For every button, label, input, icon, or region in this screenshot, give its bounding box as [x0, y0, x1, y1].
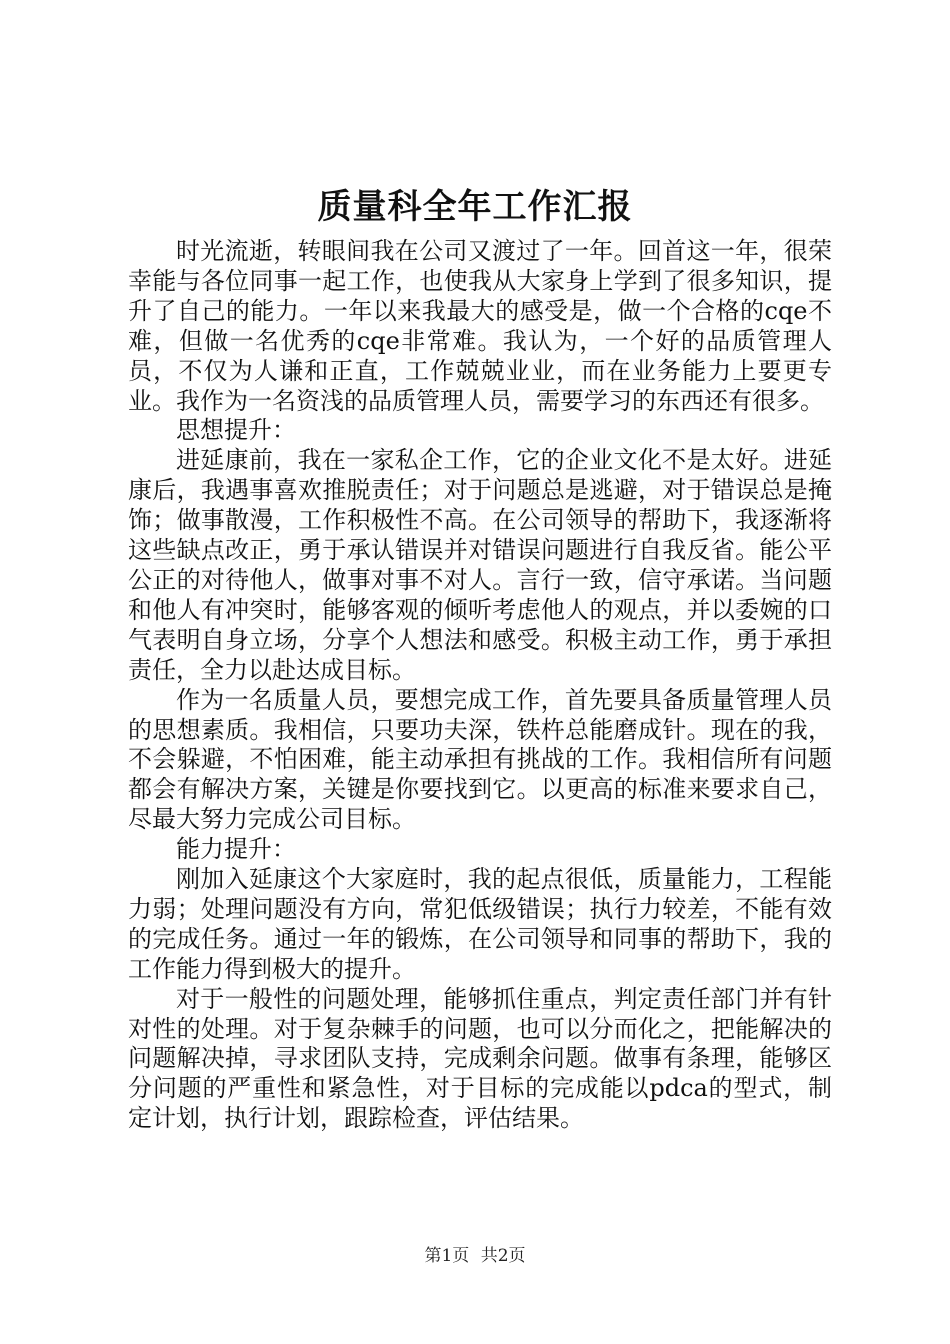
paragraph-ability-2: 对于一般性的问题处理，能够抓住重点，判定责任部门并有针对性的处理。对于复杂棘手的问题，也可以分而化之，把能解决的问题解决掉，寻求团队支持，完成剩余问题。做事有条理，能够区分问题的严重性和紧急性，对于目标的完成能以pdca的型式，制定计划，执行计划，跟踪检查，评估结果。: [128, 984, 832, 1133]
paragraph-intro: 时光流逝，转眼间我在公司又渡过了一年。回首这一年，很荣幸能与各位同事一起工作，也使我从大家身上学到了很多知识，提升了自己的能力。一年以来我最大的感受是，做一个合格的cqe不难，但做一名优秀的cqe非常难。我认为，一个好的品质管理人员，不仅为人谦和正直，工作兢兢业业，而在业务能力上要更专业。我作为一名资浅的品质管理人员，需要学习的东西还有很多。: [128, 237, 832, 415]
section-heading-ability: 能力提升：: [176, 835, 296, 864]
document-title: 质量科全年工作汇报: [317, 187, 633, 227]
page-footer: [0, 1244, 950, 1268]
paragraph-ability-1: 刚加入延康这个大家庭时，我的起点很低，质量能力，工程能力弱；处理问题没有方向，常犯低级错误；执行力较差，不能有效的完成任务。通过一年的锻炼，在公司领导和同事的帮助下，我的工作能力得到极大的提升。: [128, 865, 832, 983]
paragraph-thought-2: 作为一名质量人员，要想完成工作，首先要具备质量管理人员的思想素质。我相信，只要功夫深，铁杵总能磨成针。现在的我，不会躲避，不怕困难，能主动承担有挑战的工作。我相信所有问题都会有解决方案，关键是你要找到它。以更高的标准来要求自己，尽最大努力完成公司目标。: [128, 685, 832, 834]
section-heading-thought: 思想提升：: [176, 416, 296, 445]
page-number: 第1页: [424, 1246, 470, 1266]
page-total: 共2页: [480, 1246, 526, 1266]
document-body: [128, 237, 832, 1134]
paragraph-thought-1: 进延康前，我在一家私企工作，它的企业文化不是太好。进延康后，我遇事喜欢推脱责任；对于问题总是逃避，对于错误总是掩饰；做事散漫，工作积极性不高。在公司领导的帮助下，我逐渐将这些缺点改正，勇于承认错误并对错误问题进行自我反省。能公平公正的对待他人，做事对事不对人。言行一致，信守承诺。当问题和他人有冲突时，能够客观的倾听考虑他人的观点，并以委婉的口气表明自身立场，分享个人想法和感受。积极主动工作，勇于承担责任，全力以赴达成目标。: [128, 446, 832, 684]
